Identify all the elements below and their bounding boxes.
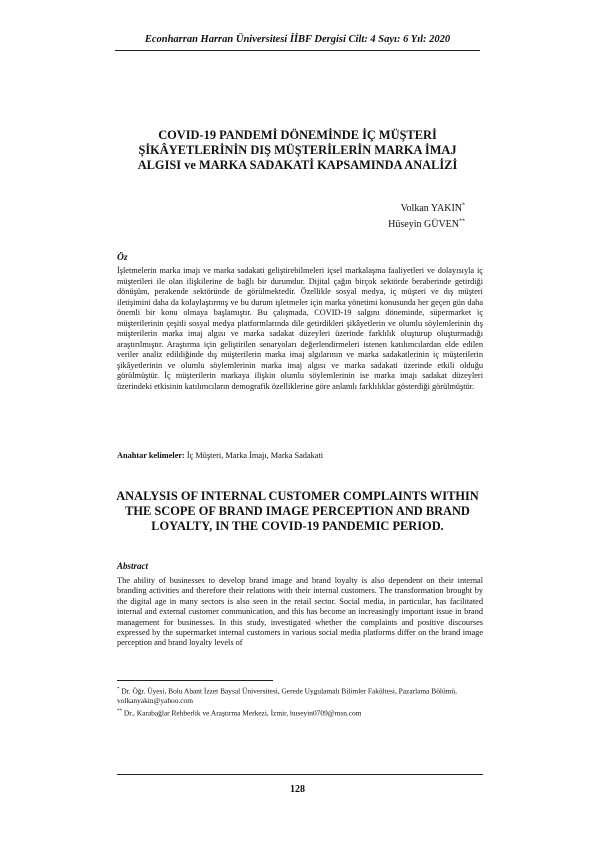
author-1 <box>401 203 465 214</box>
english-title: ANALYSIS OF INTERNAL CUSTOMER COMPLAINTS WITHIN THE SCOPE OF BRAND IMAGE PERCEPTION AND BRAND LOYALTY, IN THE COVID-19 PANDEMIC PERIOD. <box>116 489 479 533</box>
footnotes <box>117 685 483 720</box>
keywords-label: Anahtar kelimeler: <box>117 451 185 460</box>
footnote-1-mark: * <box>117 687 120 692</box>
footnote-1 <box>117 685 483 706</box>
author-1-mark: * <box>462 202 465 209</box>
abstract-text: The ability of businesses to develop brand image and brand loyalty is also dependent on their internal branding activities and therefore their relations with their internal customers. The transformation brought by the digital age in many sectors is also seen in the retail sector. Social media, in particular, has facilitated internal and external customer communication, and this has become an increasingly important issue in brand management for businesses. In this study, investigated whether the complaints and positive discourses expressed by the supermarket internal customers in various social media platforms differ on the brand image perception and brand loyalty levels of <box>117 576 483 648</box>
running-header: Econharran Harran Üniversitesi İİBF Dergisi Cilt: 4 Sayı: 6 Yıl: 2020 <box>144 34 451 45</box>
footnote-1-text: Dr. Öğr. Üyesi, Bolu Abant İzzet Baysal Üniversitesi, Gerede Uygulamalı Bilimler Fakültesi, Pazarlama Bölümü, volkanyakin@yahoo.com <box>117 686 457 706</box>
oz-text: İşletmelerin marka imajı ve marka sadakati geliştirebilmeleri içsel markalaşma faaliyetleri ve dolayısıyla iç müşterileri ile olan ilişkilerine de bağlı bir durumdur. Dijital çağın birçok sektörde beraberinde getirdiği dönüşüm, perakende sektöründe de görülmektedir. Özellikle sosyal medya, iç müşteri ve dış müşteri iletişimini daha da kolaylaştırmış ve bu durum işletmeler için marka yönetimi konusunda her geçen gün daha önemli bir konu olmaya başlamıştır. Bu çalışmada, COVID-19 salgını döneminde, süpermarket iç müşterilerinin çeşitli sosyal medya platformlarında dile getirdikleri şikâyetlerin ve olumlu söylemlerinin dış müşterilerin marka imaj algısı ve marka sadakat düzeyleri üzerinde farklılık oluşturup oluşturmadığı araştırılmıştır. Araştırma için geliştirilen senaryoları değerlendirmeleri istenen katılımcılardan elde edilen veriler analiz edildiğinde dış müşterilerin marka imaj algılarının ve marka sadakatlerinin iç müşterilerin şikâyetlerinin ve olumlu söylemlerinin marka imaj algısı ve marka sadakati üzerinde etkili olduğu görülmüştür. İç müşterilerin markaya ilişkin olumlu söylemlerinin ise marka imajı sadakat düzeyleri üzerindeki etkisinin katılımcıların demografik özelliklerine göre anlamlı farklılıklar gösterdiği görülmüştür. <box>117 266 483 391</box>
turkish-title: COVID-19 PANDEMİ DÖNEMİNDE İÇ MÜŞTERİ ŞİKÂYETLERİNİN DIŞ MÜŞTERİLERİN MARKA İMAJ ALGISI ve MARKA SADAKATİ KAPSAMINDA ANALİZİ <box>137 128 458 172</box>
oz-heading: Öz <box>117 253 128 263</box>
author-2-name: Hüseyin GÜVEN <box>388 219 459 230</box>
abstract-heading: Abstract <box>117 561 149 571</box>
author-1-name: Volkan YAKIN <box>400 203 462 214</box>
page-number-divider <box>117 774 483 775</box>
footnote-2-mark: ** <box>117 709 122 715</box>
author-2 <box>388 219 465 230</box>
keywords <box>117 451 483 462</box>
header-divider <box>115 50 480 51</box>
keywords-text: İç Müşteri, Marka İmajı, Marka Sadakati <box>186 451 324 460</box>
author-2-mark: ** <box>459 218 465 225</box>
footnote-2 <box>117 707 483 718</box>
footnote-2-text: Dr., Karabağlar Rehberlik ve Araştırma Merkezi, İzmir, huseyin0709@msn.com <box>123 708 362 718</box>
page-number: 128 <box>290 784 305 795</box>
footnote-divider <box>117 680 273 681</box>
